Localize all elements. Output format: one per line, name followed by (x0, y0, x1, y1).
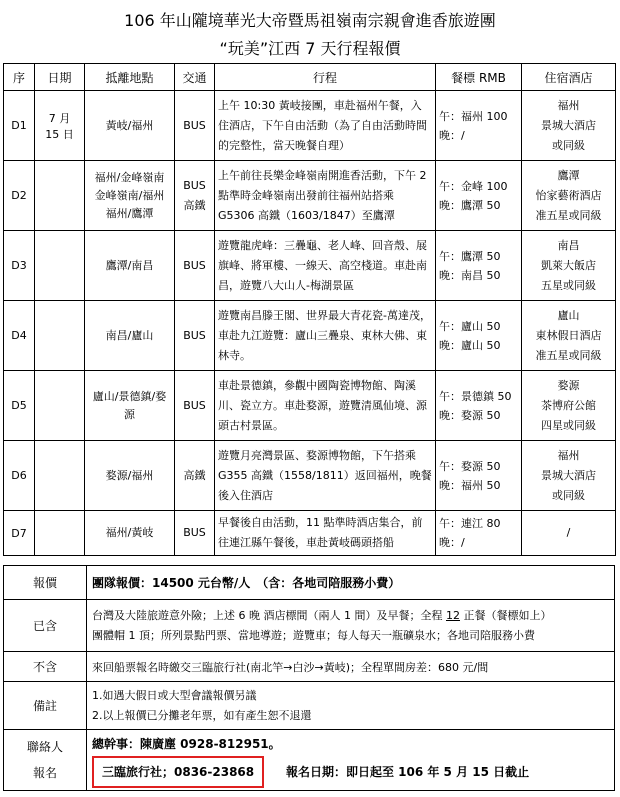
meals-line: 晚：南昌 50 (439, 268, 501, 282)
meals-line: 晚：廬山 50 (439, 338, 501, 352)
hotel-line: 鷹潭 (557, 168, 580, 182)
day-number: D6 (4, 441, 35, 511)
day-date (35, 91, 85, 161)
day-number: D1 (4, 91, 35, 161)
day-meals (436, 231, 522, 301)
header-meals: 餐標 RMB (436, 64, 522, 91)
day-transport (175, 91, 215, 161)
transport-line: 高鐵 (183, 468, 206, 482)
day-date (35, 441, 85, 511)
hotel-line: 景城大酒店 (541, 118, 596, 132)
table-header-row (4, 64, 616, 91)
contact-row (4, 730, 615, 791)
hotel-line: 凱萊大飯店 (541, 258, 596, 272)
day-place (85, 371, 175, 441)
day-hotel (522, 231, 616, 301)
day-date (35, 511, 85, 556)
hotel-line: 廬山 (557, 308, 580, 322)
meals-line: 晚：福州 50 (439, 478, 501, 492)
hotel-line: 或同級 (552, 488, 585, 502)
day-place (85, 441, 175, 511)
day-row (4, 511, 616, 556)
hotel-line: 南昌 (557, 238, 580, 252)
hotel-line: 或同級 (552, 138, 585, 152)
hotel-line: 茶博府公館 (541, 398, 596, 412)
contact-leader: 總幹事：陳廣塵 0928-812951。 (92, 737, 281, 751)
page-title: 106 年山隴境華光大帝暨馬祖嶺南宗親會進香旅遊團 (124, 11, 496, 30)
meals-line: 晚：鷹潭 50 (439, 198, 501, 212)
day-transport (175, 441, 215, 511)
transport-line: BUS (183, 398, 206, 412)
header-seq: 序 (4, 64, 35, 91)
day-row (4, 231, 616, 301)
header-place: 抵離地點 (85, 64, 175, 91)
day-hotel (522, 91, 616, 161)
hotel-line: 准五星或同級 (535, 208, 602, 222)
day-row (4, 301, 616, 371)
place-line: 福州/黃岐 (105, 526, 154, 539)
place-line: 福州/金峰嶺南 (94, 170, 165, 184)
day-itinerary: 遊覽月亮灣景區、婺源博物館，下午搭乘 G355 高鐵（1558/1811）返回福州，晚餐後入住酒店 (215, 441, 436, 511)
hotel-line: / (566, 526, 571, 539)
header-date: 日期 (35, 64, 85, 91)
day-row (4, 91, 616, 161)
note-item: 1.如遇大假日或大型會議報價另議 (92, 688, 257, 702)
transport-line: BUS (183, 328, 206, 342)
day-hotel (522, 161, 616, 231)
day-itinerary: 上午前往長樂金峰嶺南開進香活動，下午 2 點準時金峰嶺南出發前往福州站搭乘 G5306 高鐵（1603/1847）至鷹潭 (215, 161, 436, 231)
day-meals (436, 441, 522, 511)
header-hotel: 住宿酒店 (522, 64, 616, 91)
meals-line: 午：連江 80 (439, 517, 501, 530)
day-date (35, 371, 85, 441)
day-place (85, 91, 175, 161)
hotel-line: 景城大酒店 (541, 468, 596, 482)
transport-line: BUS (183, 118, 206, 132)
day-date (35, 231, 85, 301)
day-transport (175, 301, 215, 371)
day-place (85, 301, 175, 371)
day-meals (436, 511, 522, 556)
hotel-line: 東林假日酒店 (535, 328, 602, 342)
day-itinerary: 上午 10:30 黃岐接團，車赴福州午餐，入住酒店，下午自由活動（為了自由活動時間的完整性，當天晚餐自理） (215, 91, 436, 161)
excluded-row (4, 652, 615, 682)
day-hotel (522, 301, 616, 371)
hotel-line: 福州 (557, 448, 580, 462)
place-line: 金峰嶺南/福州 (94, 188, 165, 202)
included-line-1: 台灣及大陸旅遊意外險；上述 6 晚 酒店標間（兩人 1 間）及早餐；全程 12 正餐（餐標如上） (92, 608, 552, 622)
day-hotel (522, 371, 616, 441)
day-place (85, 511, 175, 556)
hotel-line: 怡家藝術酒店 (535, 188, 602, 202)
meals-line: 午：金峰 100 (439, 179, 508, 193)
day-row (4, 441, 616, 511)
header-transport: 交通 (175, 64, 215, 91)
included-row (4, 600, 615, 652)
day-itinerary: 遊覽南昌滕王閣、世界最大青花瓷-萬達茂，車赴九江遊覽：廬山三疊泉、東林大佛、東林寺。 (215, 301, 436, 371)
transport-line: BUS (183, 178, 206, 192)
hotel-line: 四星或同級 (541, 418, 596, 432)
itinerary-table (3, 63, 616, 556)
day-date (35, 161, 85, 231)
notes-row (4, 682, 615, 730)
day-meals (436, 91, 522, 161)
meals-line: 午：廬山 50 (439, 319, 501, 333)
day-number: D5 (4, 371, 35, 441)
contact-label: 聯絡人 (26, 740, 63, 754)
place-line: 鷹潭/南昌 (105, 258, 154, 272)
day-meals (436, 371, 522, 441)
day-row (4, 371, 616, 441)
notes-label: 備註 (4, 682, 87, 730)
page-subtitle: “玩美”江西 7 天行程報價 (219, 39, 401, 58)
day-number: D3 (4, 231, 35, 301)
transport-line: 高鐵 (183, 198, 206, 212)
day-hotel (522, 441, 616, 511)
signup-label: 報名 (32, 766, 57, 780)
excluded-text: 來回船票報名時繳交三臨旅行社(南北竿→白沙→黃岐)；全程單間房差：680 元/間 (87, 652, 615, 682)
place-line: 婺源/福州 (105, 468, 154, 482)
day-date (35, 301, 85, 371)
meals-line: 晚：婺源 50 (439, 408, 501, 422)
day-number: D7 (4, 511, 35, 556)
day-number: D2 (4, 161, 35, 231)
day-meals (436, 301, 522, 371)
excluded-label: 不含 (4, 652, 87, 682)
place-line: 源 (124, 407, 135, 421)
transport-line: BUS (183, 526, 206, 539)
place-line: 福州/鷹潭 (105, 206, 154, 220)
day-itinerary: 遊覽龍虎峰：三疊龜、老人峰、回音殼、展旗峰、將軍樓、一線天、高空棧道。車赴南昌，遊覽八大山人-梅湖景區 (215, 231, 436, 301)
meals-line: 午：福州 100 (439, 109, 508, 123)
meals-line: 午：婺源 50 (439, 459, 501, 473)
day-number: D4 (4, 301, 35, 371)
note-item: 2.以上報價已分攤老年票，如有產生恕不退還 (92, 708, 312, 722)
hotel-line: 五星或同級 (541, 278, 596, 292)
place-line: 南昌/廬山 (105, 328, 154, 342)
day-transport (175, 161, 215, 231)
hotel-line: 婺源 (557, 378, 580, 392)
price-row (4, 566, 615, 600)
agency-highlight: 三臨旅行社；0836-23868 (92, 756, 264, 788)
day-place (85, 231, 175, 301)
price-text: 團隊報價：14500 元台幣/人 （含：各地司陪服務小費） (92, 576, 401, 590)
day-transport (175, 371, 215, 441)
day-place (85, 161, 175, 231)
meals-line: 午：鷹潭 50 (439, 249, 501, 263)
hotel-line: 福州 (557, 98, 580, 112)
day-transport (175, 511, 215, 556)
meals-line: 晚：/ (439, 536, 465, 549)
day-itinerary: 早餐後自由活動，11 點準時酒店集合，前往連江縣午餐後，車赴黃岐碼頭搭船 (215, 511, 436, 556)
day-meals (436, 161, 522, 231)
day-hotel (522, 511, 616, 556)
day-row (4, 161, 616, 231)
terms-table (3, 565, 615, 791)
transport-line: BUS (183, 258, 206, 272)
meals-line: 午：景德鎮 50 (439, 389, 512, 403)
day-transport (175, 231, 215, 301)
signup-deadline: 報名日期：即日起至 106 年 5 月 15 日截止 (285, 765, 530, 779)
included-line-2: 團體帽 1 頂；所列景點門票、當地導遊；遊覽車；每人每天一瓶礦泉水；各地司陪服務小費 (92, 628, 535, 642)
date-line: 15 日 (45, 127, 74, 141)
date-line: 7 月 (48, 111, 71, 125)
hotel-line: 准五星或同級 (535, 348, 602, 362)
included-label: 已含 (4, 600, 87, 652)
header-itinerary: 行程 (215, 64, 436, 91)
day-itinerary: 車赴景德鎮，參觀中國陶瓷博物館、陶溪川、瓷立方。車赴婺源，遊覽清風仙境、源頭古村景區。 (215, 371, 436, 441)
meals-line: 晚：/ (439, 128, 465, 142)
price-label: 報價 (4, 566, 87, 600)
place-line: 黃岐/福州 (105, 118, 154, 132)
place-line: 廬山/景德鎮/婺 (92, 389, 167, 403)
